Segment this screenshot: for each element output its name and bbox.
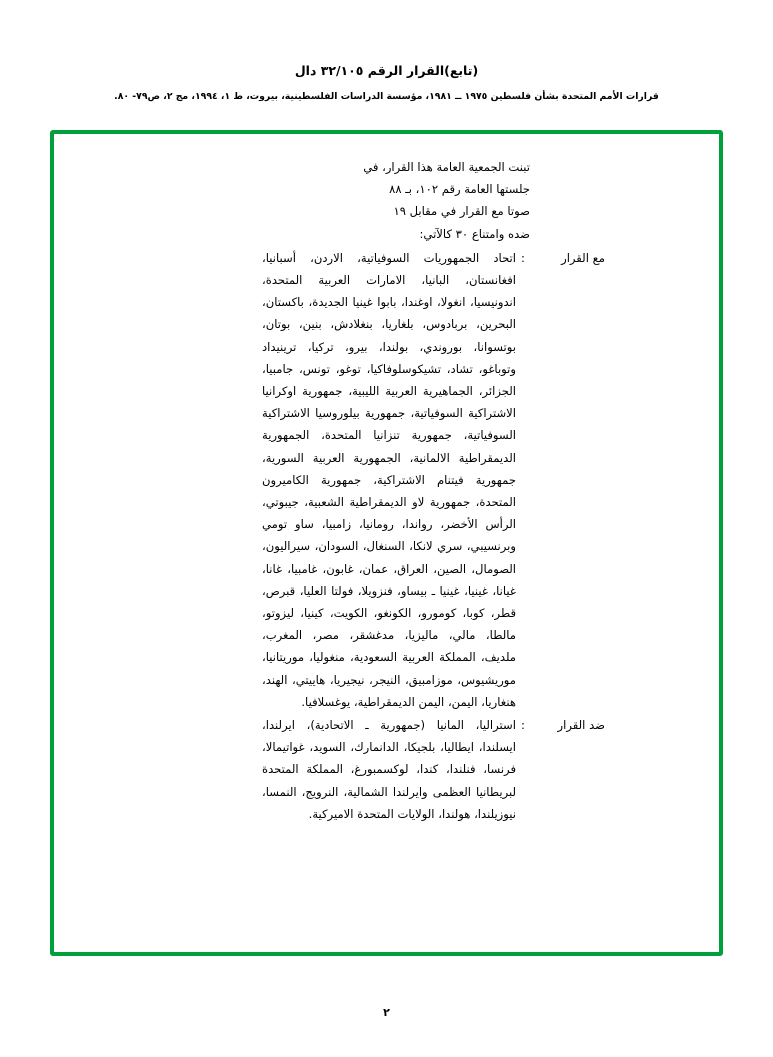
intro-line-4: ضده وامتناع ٣٠ كالآتي: bbox=[419, 226, 530, 241]
intro-line-1: تبنت الجمعية العامة هذا القرار، في bbox=[363, 160, 530, 174]
intro-line-2: جلستها العامة رقم ١٠٢، بـ ٨٨ bbox=[389, 182, 530, 197]
votes-against-block bbox=[262, 714, 605, 825]
votes-in-favor-colon: : bbox=[521, 250, 525, 265]
page-title: (تابع)القرار الرقم ٣٢/١٠٥ دال bbox=[294, 63, 479, 78]
content-frame-inner bbox=[54, 134, 719, 952]
votes-against-colon: : bbox=[521, 718, 525, 733]
votes-against-label: ضد القرار bbox=[557, 718, 605, 733]
votes-in-favor-block bbox=[262, 247, 605, 713]
content-frame bbox=[50, 130, 723, 956]
votes-against-list: استراليا، المانيا (جمهورية ـ الاتحادية)، ايرلندا، ايسلندا، ايطاليا، بلجيكا، الدانمارك، السويد، غواتيمالا، فرنسا، فنلندا، كندا، لوكسمبورغ، المملكة المتحدة لبريطانيا العظمى وايرلندا الشمالية، النرويج، النمسا، نيوزيلندا، هولندا، الولايات المتحدة الاميركية. bbox=[262, 718, 516, 821]
source-citation: قرارات الأمم المتحدة بشأن فلسطين ١٩٧٥ ــ ١٩٨١، مؤسسة الدراسات الفلسطينية، بيروت، ط ١، ١٩٩٤، مج ٢، ص٧٩- ٨٠. bbox=[114, 90, 659, 102]
page-number: ٢ bbox=[383, 1006, 390, 1019]
page-header bbox=[0, 0, 773, 103]
votes-in-favor-list: اتحاد الجمهوريات السوفياتية، الاردن، أسبانيا، افغانستان، البانيا، الامارات العربية المتحدة، اندونيسيا، انغولا، اوغندا، بابوا غينيا الجديدة، باكستان، البحرين، بربادوس، بلغاريا، بنغلادش، بنين، بوتان، بوتسوانا، بوروندي، بولندا، بيرو، تركيا، ترينيداد وتوباغو، تشاد، تشيكوسلوفاكيا، توغو، تونس، جامبيا، الجزائر، الجماهيرية العربية الليبية، جمهورية اوكرانيا الاشتراكية السوفياتية، جمهورية بيلوروسيا الاشتراكية السوفياتية، جمهورية تنزانيا المتحدة، الجمهورية الديمقراطية الالمانية، الجمهورية العربية السورية، جمهورية فيتنام الاشتراكية، جمهورية الكاميرون المتحدة، جمهورية لاو الديمقراطية الشعبية، جيبوتي، الرأس الأخضر، رواندا، رومانيا، زامبيا، ساو تومي وبرنسيبي، سري لانكا، السنغال، السودان، سيراليون، الصومال، الصين، العراق، عمان، غابون، غامبيا، غانا، غيانا، غينيا، غينيا ـ بيساو، فنزويلا، فولتا العليا، قبرص، قطر، كوبا، كومورو، الكونغو، الكويت، كينيا، ليزوتو، مالطا، مالي، ماليزيا، مدغشقر، مصر، المغرب، ملديف، المملكة العربية السعودية، منغوليا، موريتانيا، موريشيوس، موزامبيق، النيجر، نيجيريا، هاييتي، الهند، هنغاريا، اليمن، اليمن الديمقراطية، يوغسلافيا. bbox=[262, 250, 516, 709]
intro-line-3: صوتا مع القرار في مقابل ١٩ bbox=[393, 204, 530, 219]
votes-in-favor-label: مع القرار bbox=[561, 250, 605, 265]
intro-paragraph bbox=[262, 156, 530, 245]
